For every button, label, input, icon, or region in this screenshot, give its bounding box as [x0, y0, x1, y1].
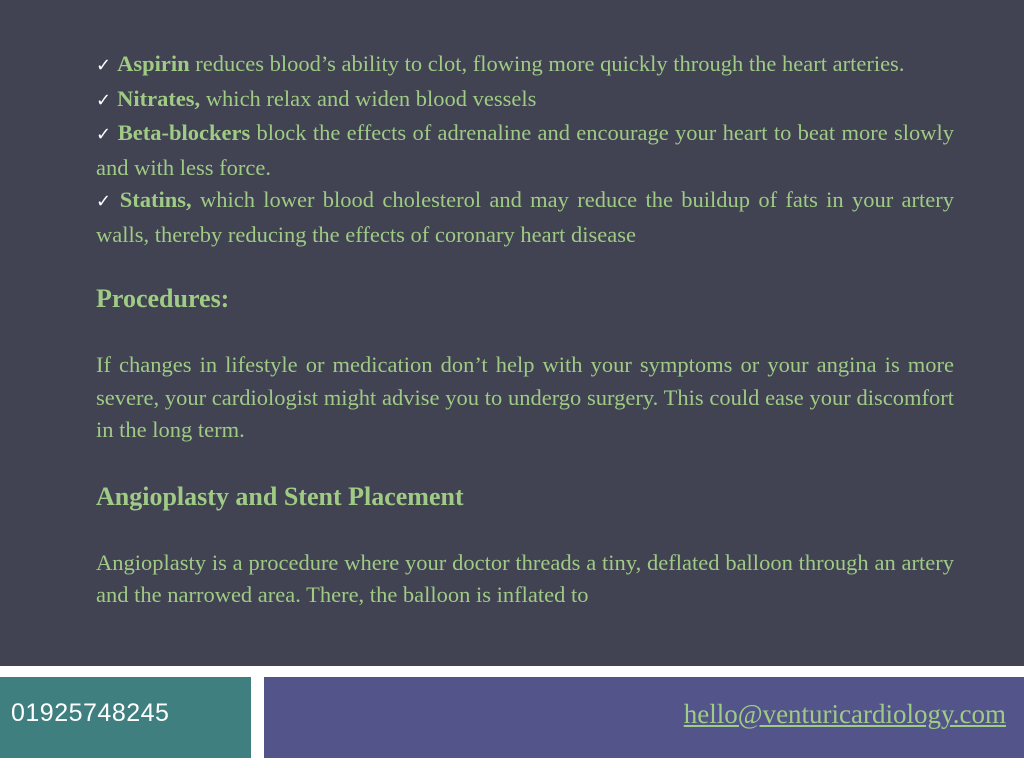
- footer-phone-panel: [0, 677, 251, 758]
- procedures-heading: Procedures:: [96, 284, 230, 313]
- medication-item-beta-blockers: [96, 117, 954, 184]
- medication-term: Nitrates,: [117, 85, 201, 111]
- medication-description: which relax and widen blood vessels: [200, 85, 537, 111]
- medication-description: block the effects of adrenaline and encourage your heart to beat more slowly and with less force.: [96, 120, 954, 180]
- checkmark-icon: ✓: [96, 191, 114, 212]
- medication-description: which lower blood cholesterol and may reduce the buildup of fats in your artery walls, thereby reducing the effects of coronary heart disease: [96, 187, 954, 247]
- checkmark-icon: ✓: [96, 124, 112, 145]
- angioplasty-paragraph: Angioplasty is a procedure where your doctor threads a tiny, deflated balloon through an artery and the narrowed area. There, the balloon is inflated to: [96, 549, 954, 607]
- email-link[interactable]: hello@venturicardiology.com: [683, 699, 1006, 729]
- footer-email-panel: [264, 677, 1024, 758]
- checkmark-icon: ✓: [96, 89, 112, 111]
- phone-number: 01925748245: [11, 699, 170, 727]
- medication-item-nitrates: [96, 83, 954, 118]
- checkmark-icon: ✓: [96, 55, 112, 76]
- medication-term: Aspirin: [117, 51, 190, 76]
- medication-item-aspirin: [96, 48, 954, 83]
- angioplasty-heading: Angioplasty and Stent Placement: [96, 481, 464, 511]
- medication-term: Beta-blockers: [117, 120, 251, 145]
- medication-term: Statins,: [119, 187, 192, 212]
- slide-content: [96, 48, 954, 612]
- procedures-paragraph: If changes in lifestyle or medication don’t help with your symptoms or your angina is more severe, your cardiologist might advise you to undergo surgery. This could ease your discomfort in the long term.: [96, 352, 954, 442]
- medication-item-statins: [96, 184, 954, 251]
- medication-description: reduces blood’s ability to clot, flowing more quickly through the heart arteries.: [189, 51, 905, 76]
